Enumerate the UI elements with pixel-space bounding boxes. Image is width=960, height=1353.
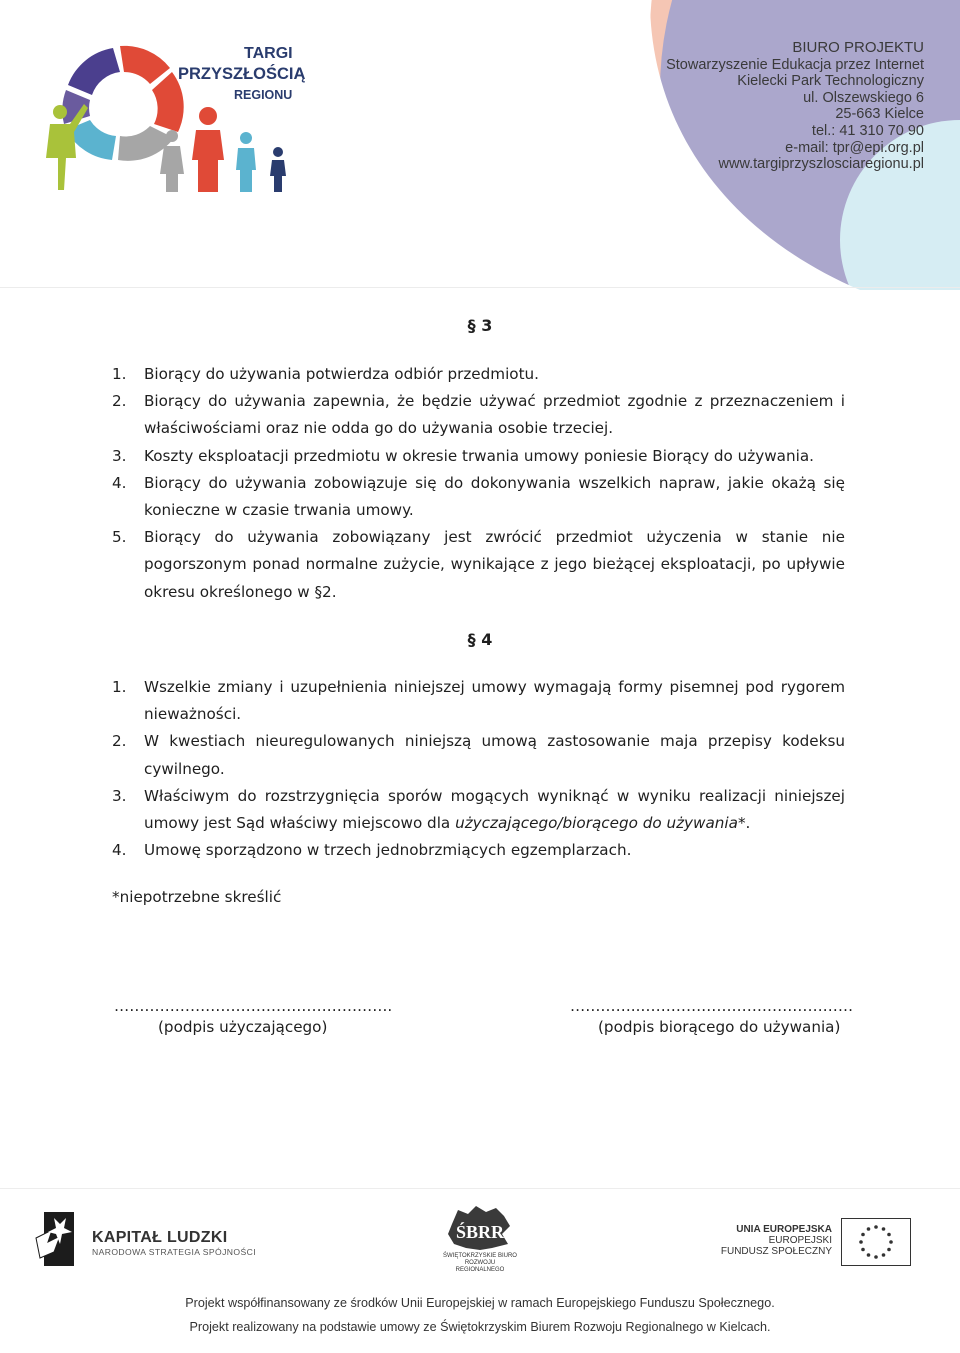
kapital-ludzki-subtitle: NARODOWA STRATEGIA SPÓJNOŚCI <box>92 1247 256 1257</box>
sbrr-caption: ŚWIĘTOKRZYSKIE BIURO ROZWOJU REGIONALNEGO <box>443 1253 517 1273</box>
list-item: 3. Właściwym do rozstrzygnięcia sporów mogących wyniknąć w wyniku realizacji niniejszej umowy jest Sąd właściwy miejscowo dla użyczającego/biorącego do używania*. <box>112 786 845 833</box>
sbrr-logo-icon <box>444 1204 516 1252</box>
list-item: 1. Wszelkie zmiany i uzupełnienia niniejszej umowy wymagają formy pisemnej pod rygorem nieważności. <box>112 678 845 724</box>
list-item: 4. Umowę sporządzono w trzech jednobrzmiących egzemplarzach. <box>112 841 632 860</box>
eu-star <box>889 1240 893 1244</box>
section-3-list <box>112 361 845 606</box>
office-line: tel.: 41 310 70 90 <box>811 122 924 139</box>
eu-flag-icon <box>841 1218 911 1266</box>
office-title: BIURO PROJEKTU <box>792 39 924 56</box>
list-item: 5. Biorący do używania zobowiązany jest zwrócić przedmiot użyczenia w stanie nie pogorszonym ponad normalne zużycie, wynikające z jego bieżącej eksploatacji, po upływie okresu określonego w §2. <box>112 528 845 601</box>
eu-star <box>887 1248 891 1252</box>
logo-figure-navy <box>270 147 286 192</box>
eu-star <box>867 1253 871 1257</box>
logo-figure-red <box>192 107 224 192</box>
eu-star <box>861 1233 865 1237</box>
kapital-ludzki-title: KAPITAŁ LUDZKI <box>92 1229 228 1246</box>
logo-line-2: PRZYSZŁOŚCIĄ <box>178 65 306 83</box>
office-line: ul. Olszewskiego 6 <box>803 89 924 106</box>
office-line: Stowarzyszenie Edukacja przez Internet <box>666 56 924 73</box>
list-item: 4. Biorący do używania zobowiązuje się do dokonywania wszelkich napraw, jakie okażą się konieczne w czasie trwania umowy. <box>112 473 845 520</box>
list-item: 1. Biorący do używania potwierdza odbiór przedmiotu. <box>112 365 540 383</box>
footer-agreement-note: Projekt realizowany na podstawie umowy ze Świętokrzyskim Biurem Rozwoju Regionalnego w Kielcach. <box>189 1320 771 1334</box>
eu-star <box>887 1233 891 1237</box>
list-item: 2. W kwestiach nieuregulowanych niniejszą umową zastosowanie maja przepisy kodeksu cywilnego. <box>112 732 845 778</box>
logo-line-1: TARGI <box>244 45 293 62</box>
list-item: 2. Biorący do używania zapewnia, że będzie używać przedmiot zgodnie z przeznaczeniem i właściwościami oraz nie odda go do używania osobie trzeciej. <box>112 392 845 438</box>
eu-star <box>867 1227 871 1231</box>
list-item: 3. Koszty eksploatacji przedmiotu w okresie trwania umowy poniesie Biorący do używania. <box>112 446 814 465</box>
eu-star <box>882 1253 886 1257</box>
logo-wordmark <box>178 43 305 106</box>
section-4-heading: § 4 <box>467 630 493 649</box>
eu-star <box>861 1248 865 1252</box>
office-email: e-mail: tpr@epi.org.pl <box>785 139 924 156</box>
sbrr-name: ŚBRR <box>455 1222 505 1242</box>
office-line: Kielecki Park Technologiczny <box>737 73 924 90</box>
office-line: 25-663 Kielce <box>835 106 924 123</box>
eu-star <box>882 1227 886 1231</box>
footnote: *niepotrzebne skreślić <box>112 888 282 906</box>
logo-ring <box>62 46 183 161</box>
kapital-ludzki-logo-icon <box>34 1208 84 1270</box>
eu-star <box>859 1240 863 1244</box>
logo-figure-blue <box>236 132 256 192</box>
eu-star <box>874 1225 878 1229</box>
italic-parties: użyczającego/biorącego do używania <box>455 814 738 833</box>
section-4-list <box>112 674 845 864</box>
project-office-info <box>666 40 924 173</box>
signature-line-borrower: …………..…………………………………… <box>570 997 854 1015</box>
signature-label-lender: (podpis użyczającego) <box>158 1018 328 1036</box>
office-website: www.targiprzyszlosciaregionu.pl <box>718 156 924 173</box>
signature-label-borrower: (podpis biorącego do używania) <box>598 1018 841 1036</box>
eu-text: UNIA EUROPEJSKA EUROPEJSKI FUNDUSZ SPOŁECZNY <box>720 1224 832 1257</box>
logo-line-3: REGIONU <box>234 88 293 102</box>
section-3-heading: § 3 <box>467 316 493 335</box>
eu-star <box>874 1255 878 1259</box>
signature-line-lender: ………………………………………………. <box>114 997 393 1015</box>
footer-divider <box>0 1188 960 1189</box>
header-divider <box>0 287 960 288</box>
footer-cofinancing-note: Projekt współfinansowany ze środków Unii Europejskiej w ramach Europejskiego Funduszu Społecznego. <box>185 1296 775 1310</box>
